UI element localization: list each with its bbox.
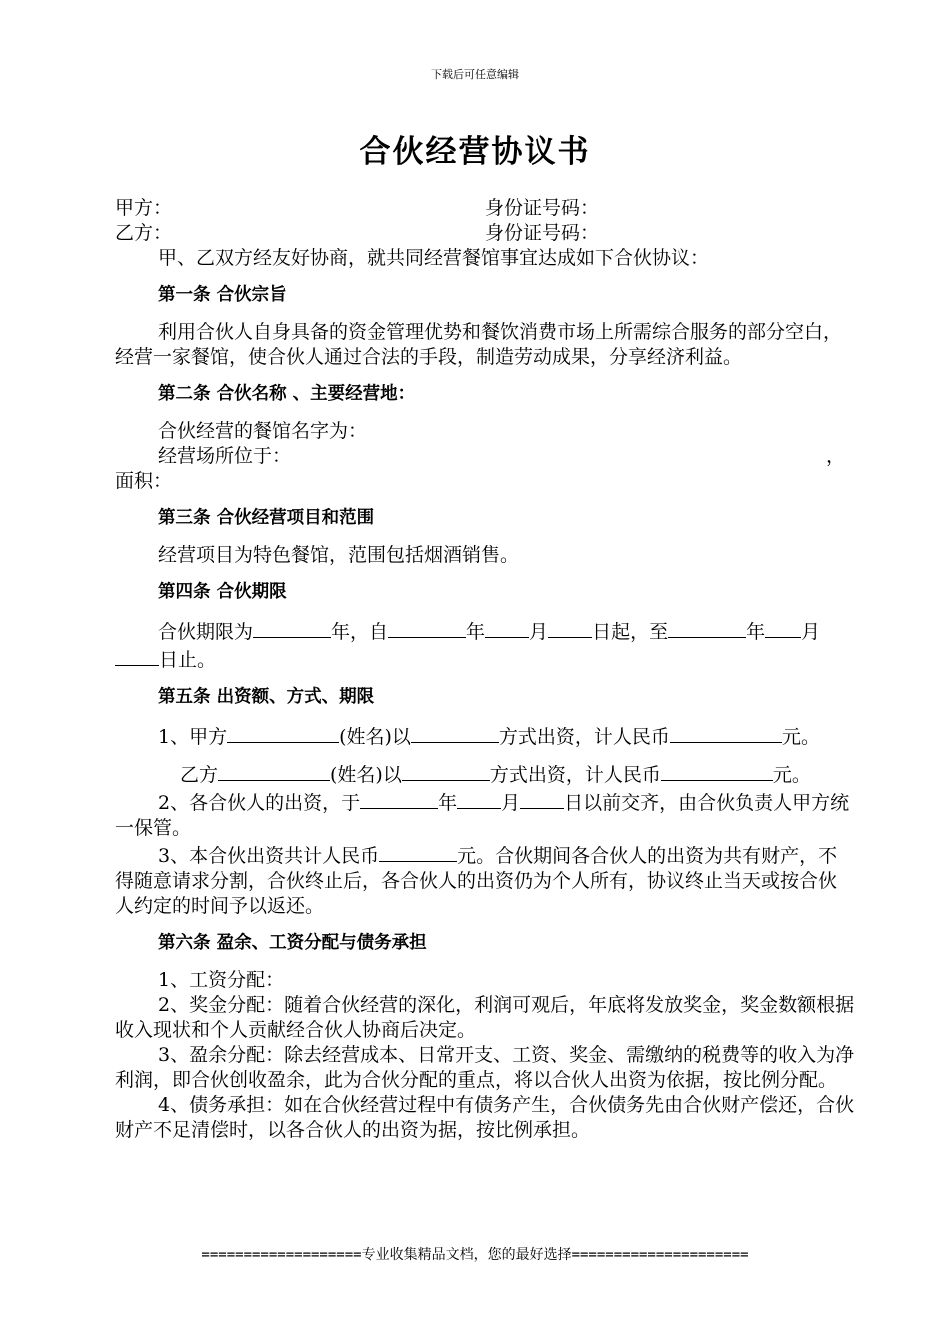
deadline-text-2: 年	[438, 792, 458, 814]
article-1-text: 利用合伙人自身具备的资金管理优势和餐饮消费市场上所需综合服务的部分空白，经营一家餐馆，使合伙人通过合法的手段，制造劳动成果，分享经济利益。	[115, 321, 843, 368]
party-a-id-label: 身份证号码：	[485, 197, 600, 219]
article-6-heading: 第六条 盈余、工资分配与债务承担	[158, 933, 427, 953]
blank-start-year	[388, 617, 466, 638]
article-4-term	[115, 617, 855, 673]
term-text-3: 年	[466, 621, 486, 643]
blank-start-month	[485, 617, 529, 638]
party-a-label: 甲方：	[115, 197, 173, 219]
total-text-1: 3、本合伙出资共计人民币	[158, 845, 380, 867]
blank-end-month-a	[765, 617, 801, 638]
blank-start-day	[548, 617, 592, 638]
contrib-b-text-3: 方式出资，计人民币	[489, 764, 661, 786]
deadline-text-3: 月	[501, 792, 521, 814]
contrib-b-text-2: (姓名)以	[330, 764, 402, 786]
blank-party-a-amount	[670, 722, 782, 743]
party-a-row	[115, 196, 855, 221]
location-comma: ，	[825, 445, 845, 467]
wage-distribution: 1、工资分配：	[158, 969, 285, 991]
bonus-distribution: 2、奖金分配：随着合伙经营的深化，利润可观后，年底将发放奖金，奖金数额根据收入现状和个人贡献经合伙人协商后决定。	[115, 994, 855, 1041]
blank-party-b-amount	[661, 760, 773, 781]
location-line	[158, 444, 855, 469]
blank-party-a-method	[411, 722, 499, 743]
party-b-id-label: 身份证号码：	[485, 222, 600, 244]
blank-party-b-method	[402, 760, 490, 781]
blank-end-day	[115, 645, 159, 666]
contrib-a-text-3: 方式出资，计人民币	[498, 726, 670, 748]
party-b-label: 乙方：	[115, 222, 173, 244]
contrib-a-text-4: 元。	[781, 726, 820, 748]
term-text-6: 年	[746, 621, 766, 643]
intro-paragraph: 甲、乙双方经友好协商，就共同经营餐馆事宜达成如下合伙协议：	[158, 247, 710, 269]
party-b-row	[115, 221, 855, 246]
document-title: 合伙经营协议书	[359, 134, 591, 170]
contribution-party-b	[180, 760, 855, 788]
contrib-b-text-1: 乙方	[180, 764, 219, 786]
surplus-distribution: 3、盈余分配：除去经营成本、日常开支、工资、奖金、需缴纳的税费等的收入为净利润，即合伙创收盈余，此为合伙分配的重点，将以合伙人出资为依据，按比例分配。	[115, 1044, 855, 1091]
article-4-heading: 第四条 合伙期限	[158, 582, 287, 602]
article-3-text: 经营项目为特色餐馆，范围包括烟酒销售。	[158, 544, 520, 566]
blank-deadline-month	[457, 788, 501, 809]
area-line: 面积：	[115, 470, 173, 492]
article-3-heading: 第三条 合伙经营项目和范围	[158, 508, 375, 528]
article-2-heading: 第二条 合伙名称 、主要经营地：	[158, 384, 416, 404]
contrib-a-text-2: (姓名)以	[339, 726, 411, 748]
location-label: 经营场所位于：	[158, 445, 292, 467]
term-text-2: 年，自	[331, 621, 389, 643]
contribution-total	[115, 841, 855, 919]
blank-total-amount	[379, 841, 457, 862]
document-body	[115, 196, 855, 1143]
deadline-text-4: 日以前交齐，由合伙负责人甲方统一保管。	[115, 792, 850, 839]
blank-years	[253, 617, 331, 638]
contribution-deadline	[115, 788, 855, 841]
blank-party-a-name	[227, 722, 339, 743]
article-5-heading: 第五条 出资额、方式、期限	[158, 687, 375, 707]
restaurant-name-line: 合伙经营的餐馆名字为：	[158, 420, 368, 442]
page-header: 下载后可任意编辑	[431, 68, 519, 81]
article-1-heading: 第一条 合伙宗旨	[158, 285, 287, 305]
blank-deadline-day	[520, 788, 564, 809]
term-text-4: 月	[529, 621, 549, 643]
blank-deadline-year	[360, 788, 438, 809]
debt-liability: 4、债务承担：如在合伙经营过程中有债务产生，合伙债务先由合伙财产偿还，合伙财产不足清偿时，以各合伙人的出资为据，按比例承担。	[115, 1094, 855, 1141]
contribution-party-a	[115, 722, 855, 750]
contrib-a-text-1: 1、甲方	[158, 726, 228, 748]
contrib-b-text-4: 元。	[772, 764, 811, 786]
term-text-5: 日起，至	[592, 621, 669, 643]
blank-party-b-name	[218, 760, 330, 781]
deadline-text-1: 2、各合伙人的出资，于	[158, 792, 361, 814]
term-text-7: 月	[801, 621, 821, 643]
total-text-2: 元。合伙期间各合伙人的出资为共有财产，不得随意请求分割，合伙终止后，各合伙人的出资仍为个人所有，协议终止当天或按合伙人约定的时间予以返还。	[115, 845, 838, 917]
blank-end-year	[668, 617, 746, 638]
term-text-1: 合伙期限为	[158, 621, 254, 643]
page-footer: ===================专业收集精品文档，您的最好选择=====================	[201, 1247, 749, 1263]
term-text-8: 日止。	[159, 649, 217, 671]
